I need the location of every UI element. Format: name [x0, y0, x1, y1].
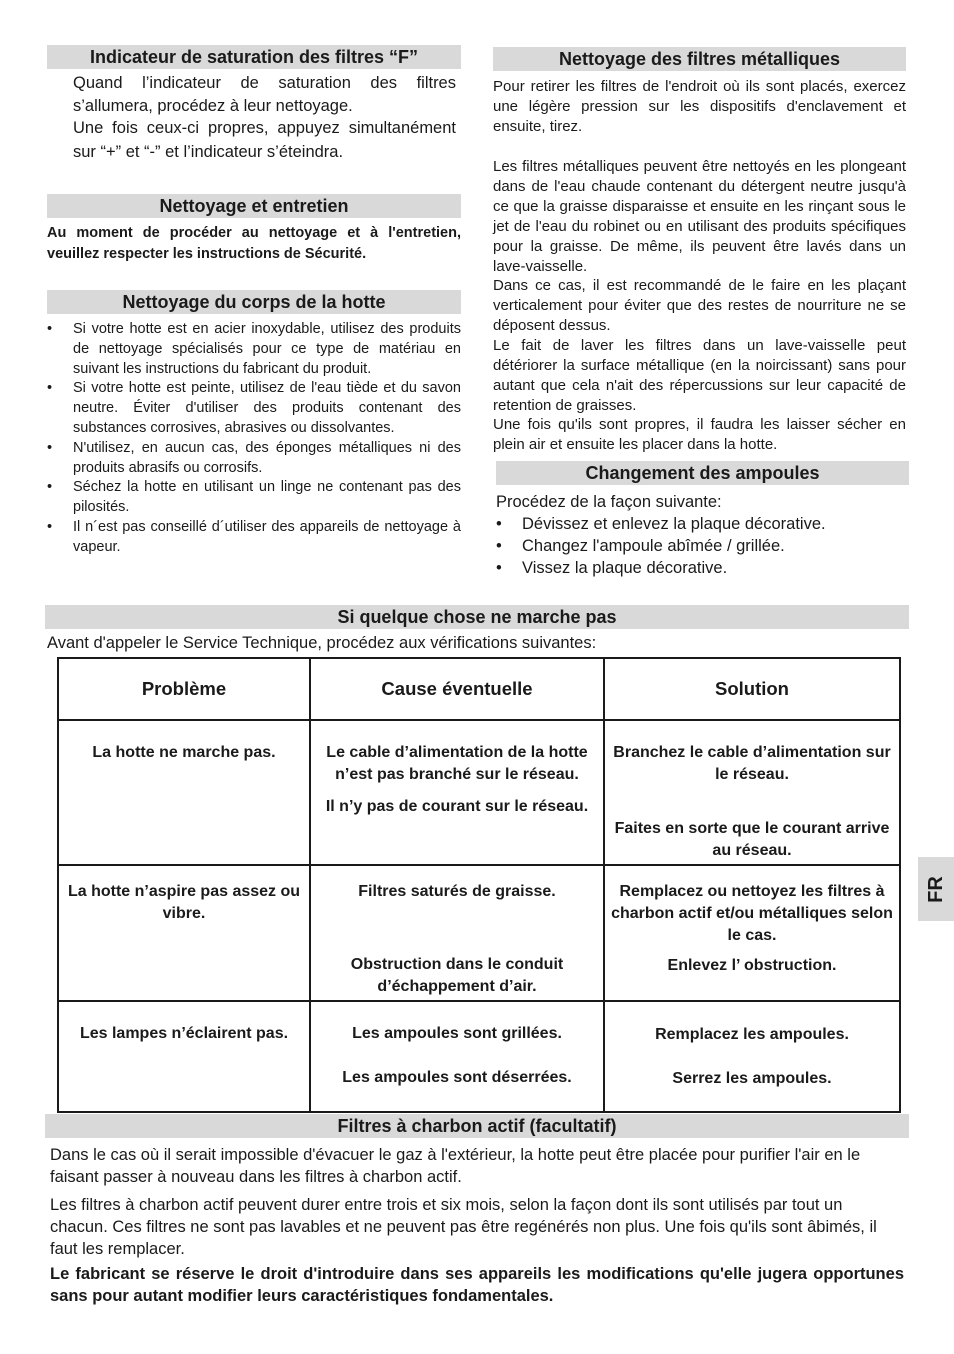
table-row [58, 865, 900, 1001]
cause-cell: Le cable d’alimentation de la hotte n’est pas branché sur le réseau. Il n’y pas de courant sur le réseau. [310, 720, 604, 865]
column-header-cause: Cause éventuelle [310, 658, 604, 720]
solution-cell: Branchez le cable d’alimentation sur le réseau. Faites en sorte que le courant arrive au réseau. [604, 720, 900, 865]
section-title-body-cleaning: Nettoyage du corps de la hotte [47, 290, 461, 314]
section-title-metal-filters: Nettoyage des filtres métalliques [493, 47, 906, 71]
list-item: • Vissez la plaque décorative. [496, 559, 728, 577]
list-item: • Séchez la hotte en utilisant un linge ne contenant pas des pilosités. [47, 479, 461, 516]
metal-filters-paragraph-4: Le fait de laver les filtres dans un lave-vaisselle peut détériorer la surface métallique (en la noircissant) sans pour autant que cela n'ait des répercussions sur leur capacité de retention de graisses. [493, 337, 906, 414]
manufacturer-disclaimer: Le fabricant se réserve le droit d'introduire dans ses appareils les modifications qu'elle jugera opportunes sans pour autant modifier leurs caractéristiques fondamentales. [50, 1265, 904, 1305]
list-item: • Si votre hotte est en acier inoxydable, utilisez des produits de nettoyage spécialisés pour ce type de matériau en suivant les instructions du fabricant du produit. [47, 321, 461, 377]
bullet-icon: • [47, 518, 53, 535]
list-item: • Dévissez et enlevez la plaque décorative. [496, 515, 826, 533]
cause-cell: Filtres saturés de graisse. Obstruction dans le conduit d’échappement d’air. [310, 865, 604, 1001]
troubleshooting-intro: Avant d'appeler le Service Technique, procédez aux vérifications suivantes: [47, 634, 597, 652]
bullet-icon: • [496, 559, 502, 577]
metal-filters-paragraph-3: Dans ce cas, il est recommandé de le faire en les plaçant verticalement pour éviter que des restes de nourriture ne se déposent dessus. [493, 277, 906, 334]
problem-cell: Les lampes n’éclairent pas. [58, 1001, 310, 1112]
table-row [58, 720, 900, 865]
section-title-cleaning: Nettoyage et entretien [47, 194, 461, 218]
carbon-filters-paragraph-1: Dans le cas où il serait impossible d'évacuer le gaz à l'extérieur, la hotte peut être placée pour purifier l'air en le faisant passer à nouveau dans les filtres à charbon actif. [50, 1146, 861, 1186]
column-header-solution: Solution [604, 658, 900, 720]
bullet-icon: • [47, 479, 53, 496]
list-item: • Il n´est pas conseillé d´utiliser des appareils de nettoyage à vapeur. [47, 518, 461, 555]
bullet-icon: • [47, 380, 53, 397]
section-title-troubleshooting: Si quelque chose ne marche pas [45, 605, 909, 629]
metal-filters-paragraph-1: Pour retirer les filtres de l'endroit où ils sont placés, exercez une légère pression sur les dispositifs d'enclavement et ensuite, tirez. [493, 78, 906, 135]
solution-cell: Remplacez ou nettoyez les filtres à charbon actif et/ou métalliques selon le cas. Enlevez l’ obstruction. [604, 865, 900, 1001]
filter-indicator-paragraph-2: Une fois ceux-ci propres, appuyez simultanément sur “+” et “-” et l’indicateur s’éteindra. [73, 119, 456, 161]
carbon-filters-paragraph-2: Les filtres à charbon actif peuvent durer entre trois et six mois, selon la façon dont ils sont utilisés par tout un chacun. Ces filtres ne sont pas lavables et ne peuvent pas être regénérés non plus. Une fois qu'ils sont âbimés, il faut les remplacer. [50, 1196, 877, 1258]
bullet-icon: • [496, 537, 502, 555]
problem-cell: La hotte n’aspire pas assez ou vibre. [58, 865, 310, 1001]
bullet-icon: • [47, 439, 53, 456]
troubleshooting-table [57, 657, 901, 1113]
cause-cell: Les ampoules sont grillées. Les ampoules sont déserrées. [310, 1001, 604, 1112]
language-tab-label: FR [924, 875, 947, 903]
bullet-icon: • [496, 515, 502, 533]
bulbs-steps-list [496, 513, 909, 579]
table-header-row [58, 658, 900, 720]
table-row [58, 1001, 900, 1112]
metal-filters-paragraph-2: Les filtres métalliques peuvent être nettoyés en les plongeant dans de l'eau chaude contenant du détergent neutre jusqu'à ce que la graisse disparaisse et ensuite en les rinçant sous le jet de l'eau du robinet ou en utilisant des produits spécifiques pour la graisse. De même, ils peuvent être lavés dans un lave-vaisselle. [493, 158, 906, 275]
cleaning-safety-note: Au moment de procéder au nettoyage et à l'entretien, veuillez respecter les instructions de Sécurité. [47, 225, 461, 262]
solution-cell: Remplacez les ampoules. Serrez les ampoules. [604, 1001, 900, 1112]
section-title-carbon-filters: Filtres à charbon actif (facultatif) [45, 1114, 909, 1138]
list-item: • Si votre hotte est peinte, utilisez de l'eau tiède et du savon neutre. Éviter d'utiliser des produits contenant des substances corrosives, abrasives ou dissolvantes. [47, 380, 461, 436]
language-tab [918, 857, 954, 921]
bullet-icon: • [47, 321, 53, 337]
problem-cell: La hotte ne marche pas. [58, 720, 310, 865]
column-header-problem: Problème [58, 658, 310, 720]
list-item: • Changez l'ampoule abîmée / grillée. [496, 537, 785, 555]
section-title-bulbs: Changement des ampoules [496, 461, 909, 485]
filter-indicator-paragraph-1: Quand l’indicateur de saturation des filtres s’allumera, procédez à leur nettoyage. [73, 74, 456, 115]
section-title-filter-indicator: Indicateur de saturation des filtres “F” [47, 45, 461, 69]
list-item: • N'utilisez, en aucun cas, des éponges métalliques ni des produits abrasifs ou corrosifs. [47, 439, 461, 476]
body-cleaning-list [47, 320, 461, 558]
bulbs-intro: Procédez de la façon suivante: [496, 493, 722, 511]
metal-filters-paragraph-5: Une fois qu'ils sont propres, il faudra les laisser sécher en plein air et ensuite les placer dans la hotte. [493, 416, 906, 453]
